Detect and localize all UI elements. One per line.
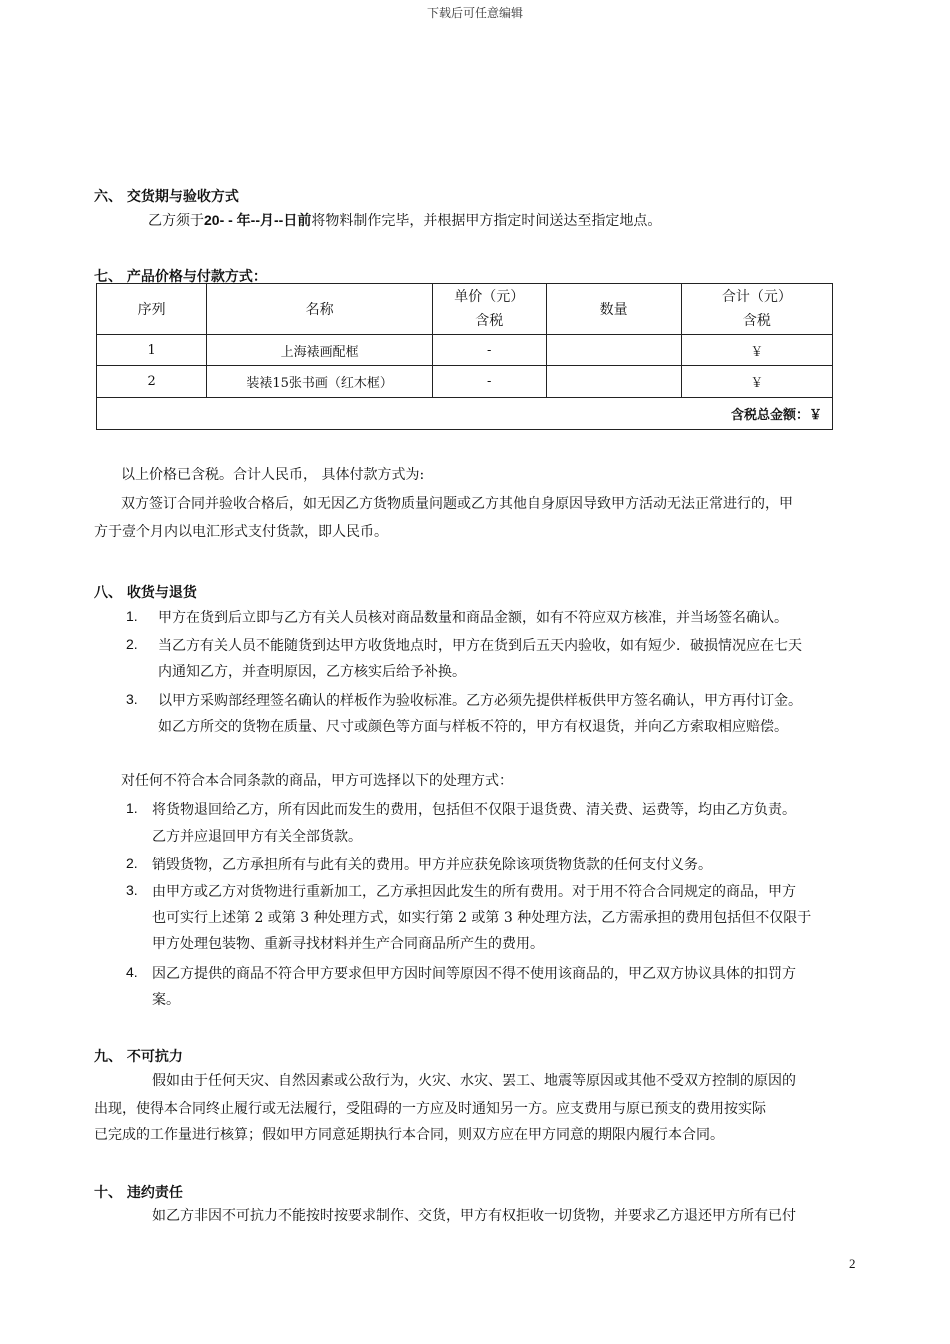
section6-body-post: 将物料制作完毕，并根据甲方指定时间送达至指定地点。 [311,213,662,229]
section10-title: 十、 违约责任 [94,1185,183,1201]
payment-para1: 以上价格已含税。合计人民币， 具体付款方式为: [121,467,425,483]
section6-body-pre: 乙方须于 [148,213,204,229]
item-number: 3. [126,691,138,707]
list-item-cont: 如乙方所交的货物在质量、尺寸或颜色等方面与样板不符的，甲方有权退货，并向乙方索取相应赔偿。 [158,719,788,735]
page-header: 下载后可任意编辑 [426,6,523,20]
header-unit-price [433,284,547,335]
table-row [97,335,833,366]
section10-line1: 如乙方非因不可抗力不能按时按要求制作、交货，甲方有权拒收一切货物，并要求乙方退还甲方所有已付 [152,1208,796,1224]
item-number: 4. [126,964,138,980]
row2-price: - [433,366,547,398]
section9-line3: 已完成的工作量进行核算；假如甲方同意延期执行本合同，则双方应在甲方同意的期限内履行本合同。 [94,1127,724,1143]
header-name: 名称 [207,284,433,335]
table-footer-row [97,398,833,430]
row1-price: - [433,335,547,366]
list-item: 因乙方提供的商品不符合甲方要求但甲方因时间等原因不得不使用该商品的，甲乙双方协议具体的扣罚方 [152,966,796,982]
table-header-row [97,284,833,335]
row1-qty [546,335,681,366]
list-item: 当乙方有关人员不能随货到达甲方收货地点时，甲方在货到后五天内验收，如有短少．破损情况应在七天 [158,638,802,654]
payment-para2-line1: 双方签订合同并验收合格后，如无因乙方货物质量问题或乙方其他自身原因导致甲方活动无法正常进行的，甲 [121,496,793,512]
row2-total: ￥ [681,366,832,398]
list-item: 甲方在货到后立即与乙方有关人员核对商品数量和商品金额，如有不符应双方核准，并当场签名确认。 [158,610,788,626]
header-unit-price-line2: 含税 [475,313,504,329]
list-item-cont: 案。 [152,992,180,1008]
row1-total: ￥ [681,335,832,366]
page-number: 2 [849,1256,856,1271]
list-item-cont: 内通知乙方，并查明原因，乙方核实后给予补换。 [158,664,466,680]
row1-name: 上海裱画配框 [207,335,433,366]
list-item: 由甲方或乙方对货物进行重新加工，乙方承担因此发生的所有费用。对于用不符合合同规定的商品，甲方 [152,884,796,900]
row2-seq: 2 [97,366,207,398]
header-unit-price-line1: 单价（元） [454,289,525,305]
section9-title: 九、 不可抗力 [94,1049,183,1065]
row1-seq: 1 [97,335,207,366]
row2-qty [546,366,681,398]
header-total [681,284,832,335]
section9-line2: 出现，使得本合同终止履行或无法履行，受阻碍的一方应及时通知另一方。应支费用与原已预支的费用按实际 [94,1101,766,1117]
section9-line1: 假如由于任何天灾、自然因素或公敌行为，火灾、水灾、罢工、地震等原因或其他不受双方控制的原因的 [152,1073,796,1089]
item-number: 2. [126,636,138,652]
section6-body [148,207,661,234]
header-seq: 序列 [97,284,207,335]
section6-deadline: 20- - 年--月--日前 [204,212,312,228]
item-number: 1. [126,608,138,624]
section7-title: 七、 产品价格与付款方式： [94,269,267,285]
list-item: 销毁货物，乙方承担所有与此有关的费用。甲方并应获免除该项货物货款的任何支付义务。 [152,857,712,873]
return-intro: 对任何不符合本合同条款的商品，甲方可选择以下的处理方式： [121,773,513,789]
section8-title: 八、 收货与退货 [94,585,197,601]
header-total-line1: 合计（元） [721,289,792,305]
row2-name: 装裱15张书画（红木框） [207,366,433,398]
list-item-cont: 也可实行上述第 2 或第 3 种处理方式，如实行第 2 或第 3 种处理方法，乙方需承担的费用包括但不仅限于 [152,910,812,926]
section6-title: 六、 交货期与验收方式 [94,189,239,205]
payment-para2-line2: 方于壹个月内以电汇形式支付货款，即人民币。 [94,524,388,540]
list-item-cont: 乙方并应退回甲方有关全部货款。 [152,829,362,845]
total-amount: 含税总金额：￥ [97,398,833,430]
item-number: 2. [126,855,138,871]
list-item-cont: 甲方处理包装物、重新寻找材料并生产合同商品所产生的费用。 [152,936,544,952]
price-table [96,283,833,430]
header-total-line2: 含税 [742,313,771,329]
table-row [97,366,833,398]
item-number: 3. [126,882,138,898]
list-item: 以甲方采购部经理签名确认的样板作为验收标准。乙方必须先提供样板供甲方签名确认，甲方再付订金。 [158,693,802,709]
list-item: 将货物退回给乙方，所有因此而发生的费用，包括但不仅限于退货费、清关费、运费等，均由乙方负责。 [152,802,796,818]
header-qty: 数量 [546,284,681,335]
item-number: 1. [126,800,138,816]
